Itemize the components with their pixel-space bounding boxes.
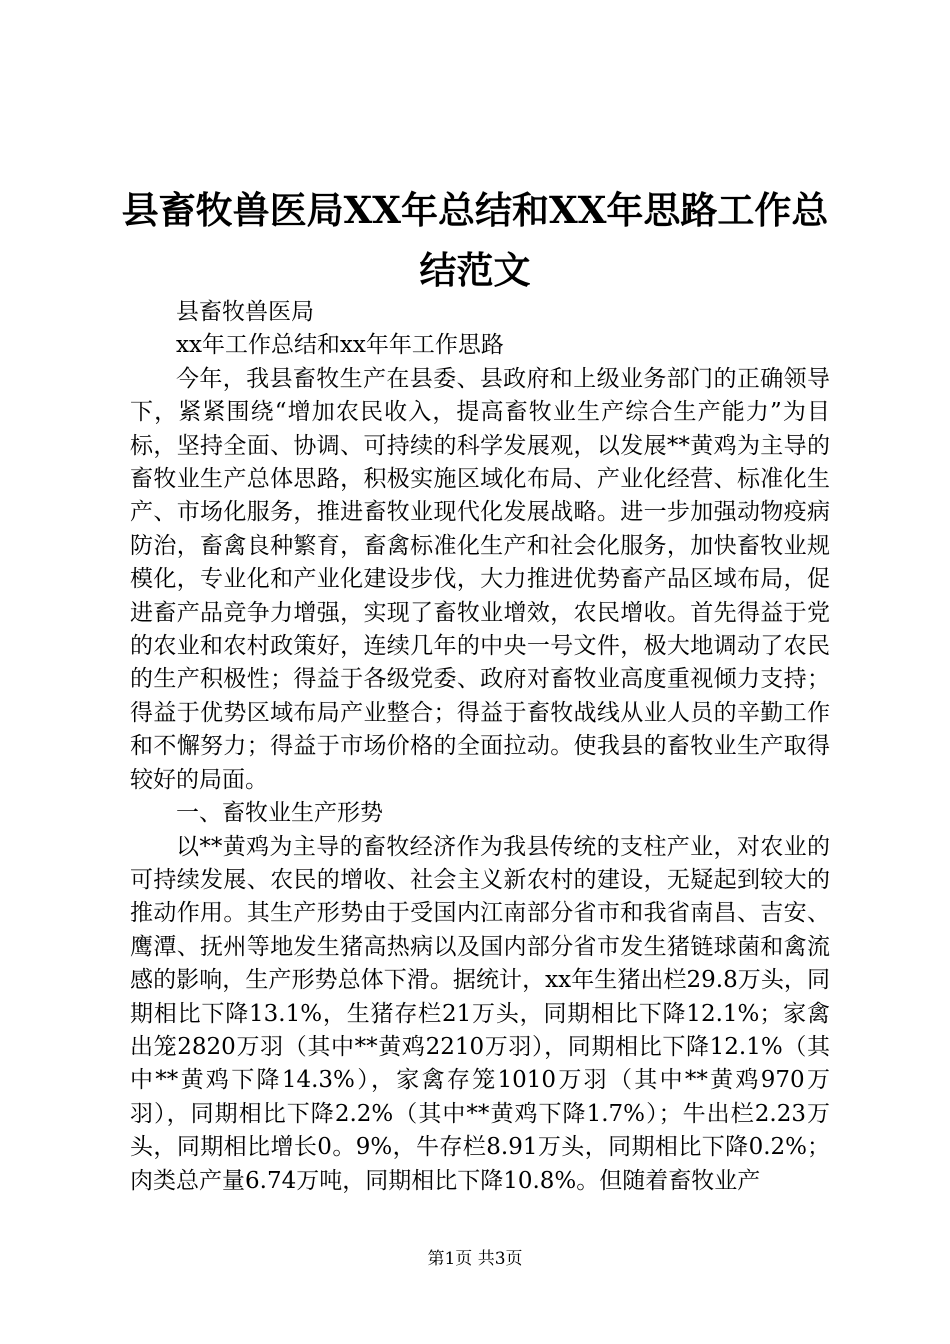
paragraph-org: 县畜牧兽医局 [176,299,314,325]
page-footer: 第1页 共3页 [427,1249,523,1269]
paragraph-subtitle: xx年工作总结和xx年年工作思路 [176,332,504,359]
paragraph-section-1: 以**黄鸡为主导的畜牧经济作为我县传统的支柱产业，对农业的可持续发展、农民的增收、社会主义新农村的建设，无疑起到较大的推动作用。其生产形势由于受国内江南部分省市和我省南昌、吉安、鹰潭、抚州等地发生猪高热病以及国内部分省市发生猪链球菌和禽流感的影响，生产形势总体下滑。据统计，xx年生猪出栏29.8万头，同期相比下降13.1%，生猪存栏21万头，同期相比下降12.1%；家禽出笼2820万羽（其中**黄鸡2210万羽），同期相比下降12.1%（其中**黄鸡下降14.3%），家禽存笼1010万羽（其中**黄鸡970万羽），同期相比下降2.2%（其中**黄鸡下降1.7%）；牛出栏2.23万头，同期相比增长0。9%，牛存栏8.91万头，同期相比下降0.2%；肉类总产量6.74万吨，同期相比下降10.8%。但随着畜牧业产 [130,833,830,1194]
document-body [130,296,830,1198]
paragraph-intro: 今年，我县畜牧生产在县委、县政府和上级业务部门的正确领导下，紧紧围绕“增加农民收入，提高畜牧业生产综合生产能力”为目标，坚持全面、协调、可持续的科学发展观，以发展**黄鸡为主导的畜牧业生产总体思路，积极实施区域化布局、产业化经营、标准化生产、市场化服务，推进畜牧业现代化发展战略。进一步加强动物疫病防治，畜禽良种繁育，畜禽标准化生产和社会化服务，加快畜牧业规模化，专业化和产业化建设步伐，大力推进优势畜产品区域布局，促进畜产品竞争力增强，实现了畜牧业增效，农民增收。首先得益于党的农业和农村政策好，连续几年的中央一号文件，极大地调动了农民的生产积极性；得益于各级党委、政府对畜牧业高度重视倾力支持；得益于优势区域布局产业整合；得益于畜牧战线从业人员的辛勤工作和不懈努力；得益于市场价格的全面拉动。使我县的畜牧业生产取得较好的局面。 [130,365,830,793]
section-heading: 一、畜牧业生产形势 [176,800,383,827]
document-title: 县畜牧兽医局XX年总结和XX年思路工作总结范文 [121,188,829,292]
